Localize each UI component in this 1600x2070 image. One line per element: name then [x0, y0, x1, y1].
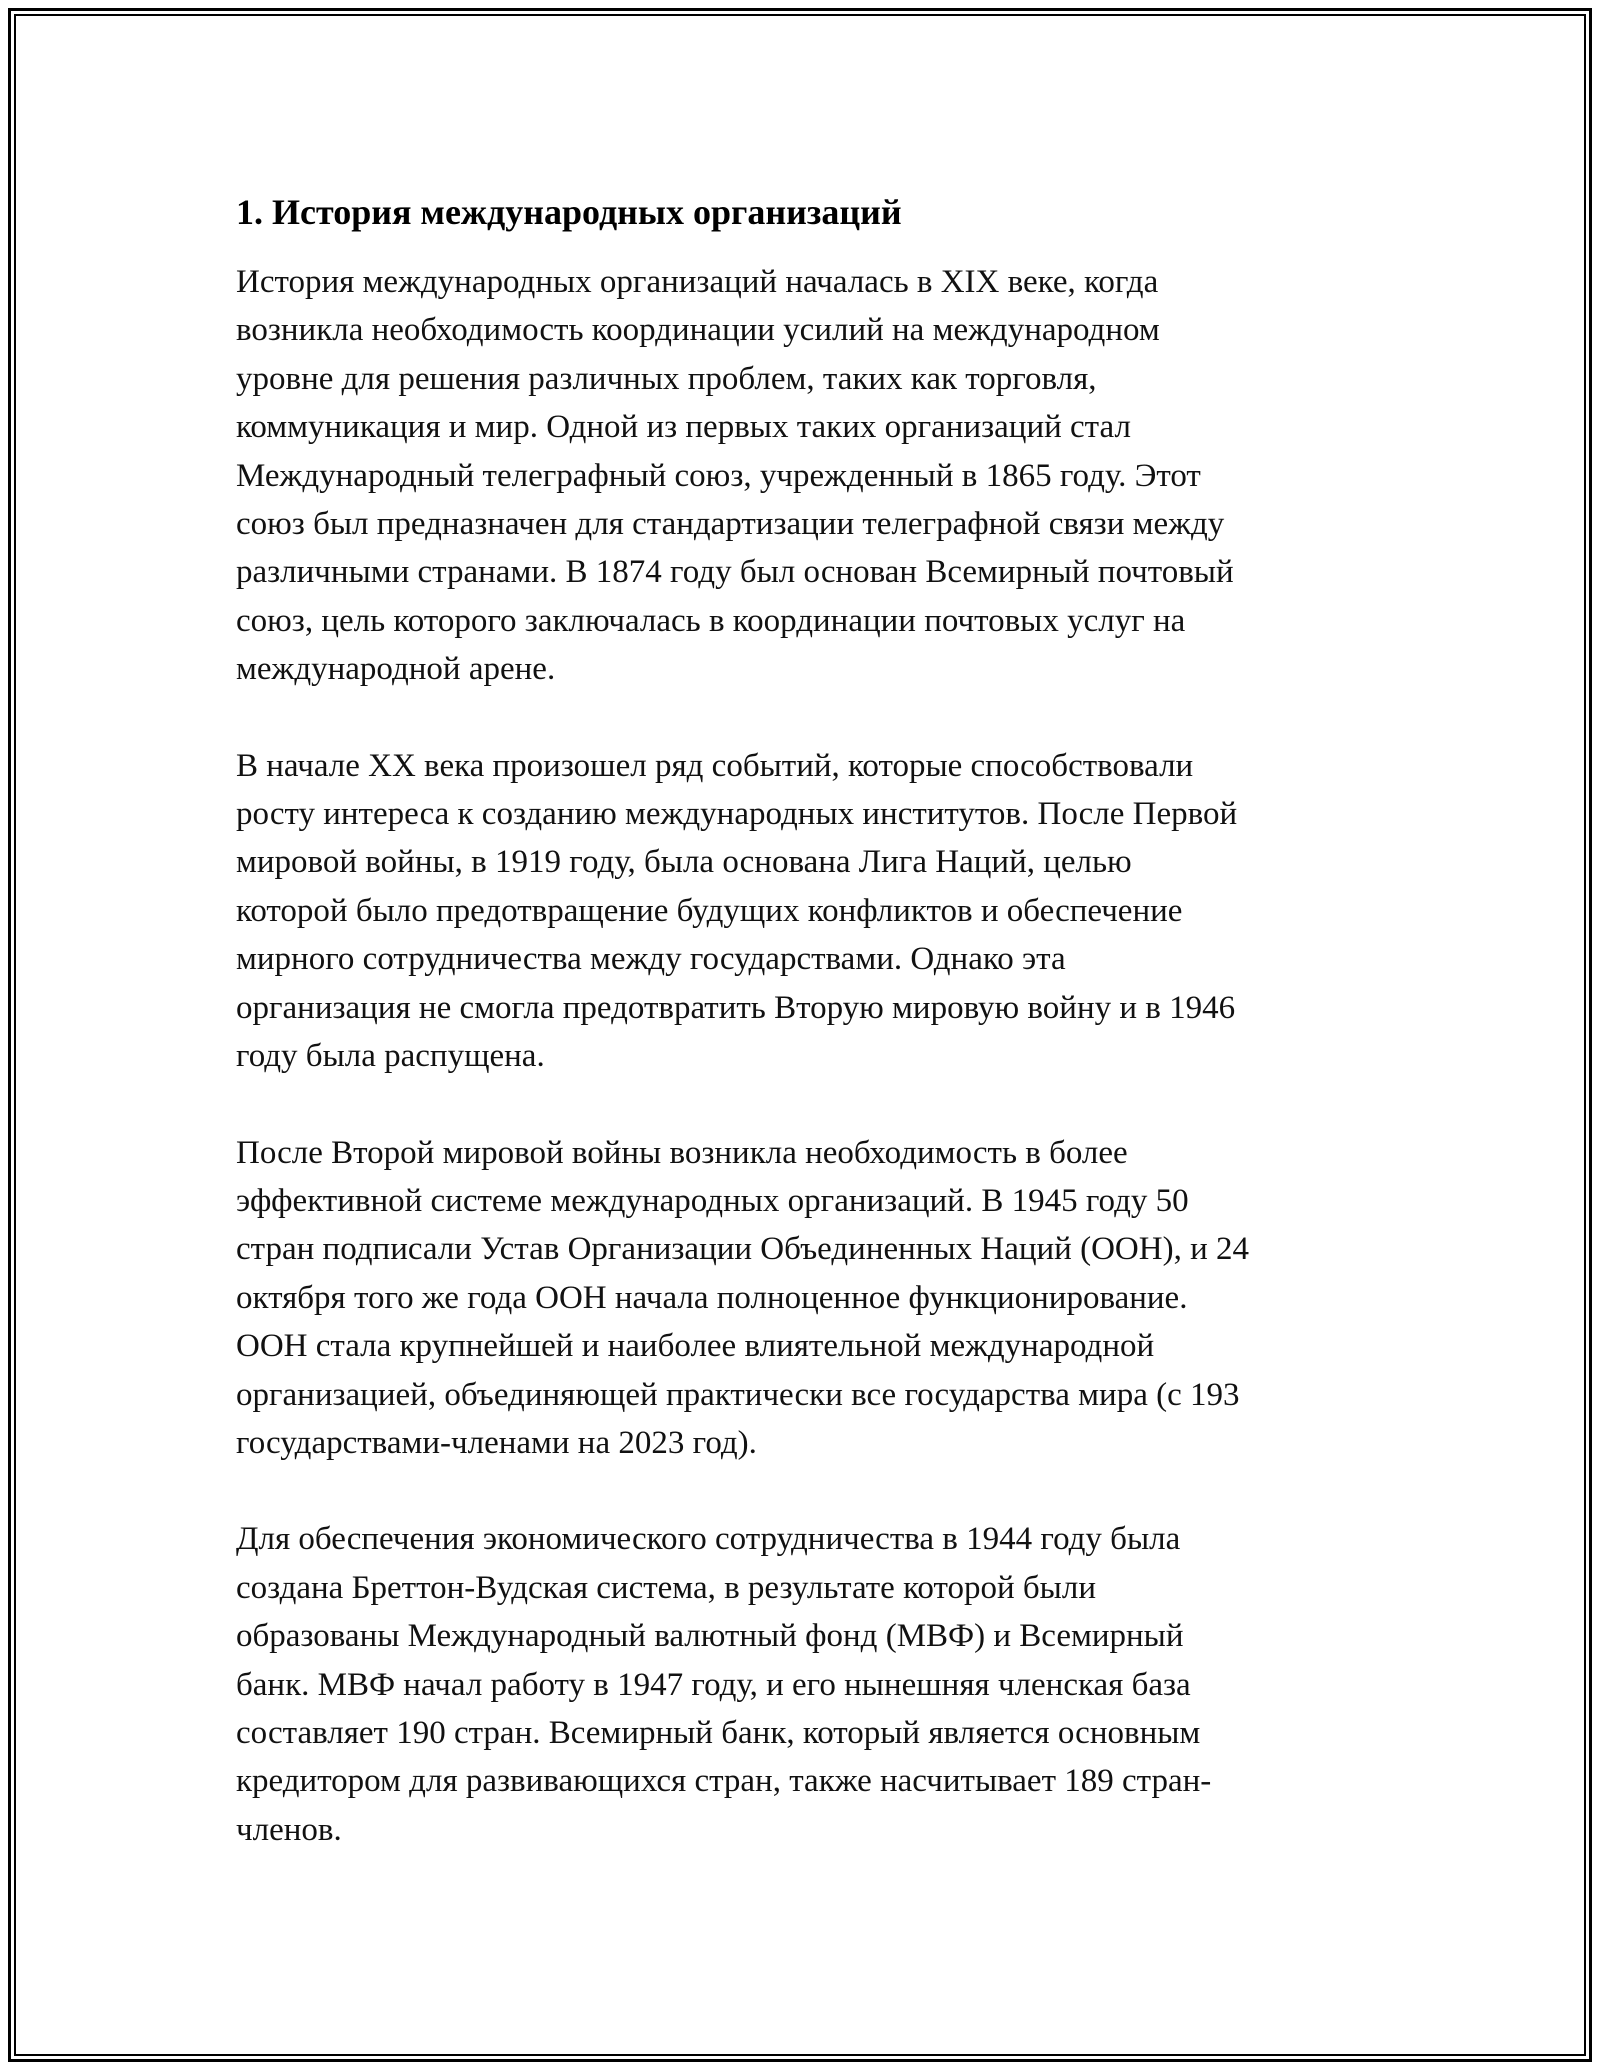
paragraph-2: В начале XX века произошел ряд событий, которые способствовали росту интереса к созданию международных институтов. После Первой мировой войны, в 1919 году, была основана Лига Наций, целью которой было предотвращение будущих конфликтов и обеспечение мирного сотрудничества между государствами. Однако эта организация не смогла предотвратить Вторую мировую войну и в 1946 году была распущена. [236, 747, 1238, 1075]
section-heading: 1. История международных организаций [236, 192, 902, 232]
document-body [236, 186, 1376, 1902]
paragraph-3: После Второй мировой войны возникла необходимость в более эффективной системе международных организаций. В 1945 году 50 стран подписали Устав Организации Объединенных Наций (ООН), и 24 октября того же года ООН начала полноценное функционирование. ООН стала крупнейшей и наиболее влиятельной международной организацией, объединяющей практически все государства мира (с 193 государствами-членами на 2023 год). [236, 1134, 1249, 1461]
paragraph-4: Для обеспечения экономического сотрудничества в 1944 году была создана Бреттон-Вудская система, в результате которой были образованы Международный валютный фонд (МВФ) и Всемирный банк. МВФ начал работу в 1947 году, и его нынешняя членская база составляет 190 стран. Всемирный банк, который является основным кредитором для развивающихся стран, также насчитывает 189 стран- членов. [236, 1521, 1212, 1848]
paragraph-1: История международных организаций началась в XIX веке, когда возникла необходимость координации усилий на международном уровне для решения различных проблем, таких как торговля, коммуникация и мир. Одной из первых таких организаций стал Международный телеграфный союз, учрежденный в 1865 году. Этот союз был предназначен для стандартизации телеграфной связи между различными странами. В 1874 году был основан Всемирный почтовый союз, цель которого заключалась в координации почтовых услуг на международной арене. [236, 264, 1234, 688]
